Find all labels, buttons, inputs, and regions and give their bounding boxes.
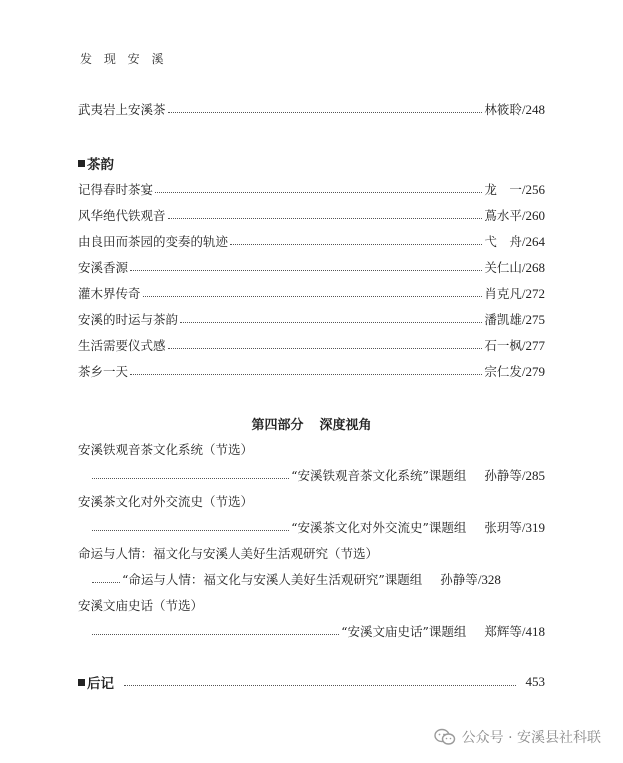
afterword-label: 后记: [87, 676, 114, 692]
entry-author: 肖克凡: [484, 286, 522, 301]
entry-author: 张玥等: [484, 520, 522, 535]
item-detail[interactable]: [92, 570, 545, 588]
research-group: “安溪文庙史话”课题组: [341, 624, 467, 639]
entry-author: 关仁山: [484, 260, 522, 275]
entry-title: 灌木界传奇: [78, 286, 141, 301]
section-heading-label: 茶韵: [87, 157, 114, 173]
entry-page: /272: [521, 286, 545, 301]
leader-dots: [155, 182, 482, 193]
leader-dots: [92, 520, 289, 531]
item-detail[interactable]: [92, 466, 545, 484]
leader-dots: [92, 572, 120, 583]
entry-page: /275: [521, 312, 545, 327]
entry-page: /264: [521, 234, 545, 249]
entry-author: 孙静等: [440, 572, 478, 587]
entry-author: 郑辉等: [484, 624, 522, 639]
entry-title: 安溪的时运与茶韵: [78, 312, 179, 327]
entry-page: /277: [521, 338, 545, 353]
entry-title: 武夷岩上安溪茶: [78, 102, 166, 117]
item-detail[interactable]: [92, 518, 545, 536]
leader-dots: [92, 468, 289, 479]
toc-entry[interactable]: [78, 284, 545, 302]
entry-title: 生活需要仪式感: [78, 338, 166, 353]
entry-author: 潘凯雄: [484, 312, 522, 327]
entry-title: 安溪香源: [78, 260, 129, 275]
entry-page: /248: [521, 102, 545, 117]
entry-title: 记得春时茶宴: [78, 182, 154, 197]
square-bullet-icon: [78, 679, 85, 686]
item-title[interactable]: 安溪文庙史话（节选）: [78, 598, 204, 613]
afterword-heading: [78, 672, 114, 692]
leader-dots: [168, 208, 483, 219]
leader-dots: [168, 338, 483, 349]
square-bullet-icon: [78, 160, 85, 167]
wechat-icon: [434, 728, 456, 746]
leader-dots: [230, 234, 482, 245]
part-heading: [0, 414, 623, 433]
section-heading-tea: [78, 153, 114, 173]
leader-dots: [130, 260, 482, 271]
watermark: [434, 727, 601, 747]
item-title[interactable]: 安溪铁观音茶文化系统（节选）: [78, 442, 254, 457]
entry-page: /319: [521, 520, 545, 535]
entry-author: 宗仁发: [484, 364, 522, 379]
part-name: 深度视角: [319, 418, 372, 433]
entry-page: /256: [521, 182, 545, 197]
entry-title: 由良田而茶园的变奏的轨迹: [78, 234, 229, 249]
item-detail[interactable]: [92, 622, 545, 640]
leader-dots: [180, 312, 482, 323]
leader-dots: [124, 675, 516, 686]
part-label: 第四部分: [251, 418, 304, 433]
entry-author: 蔦水平: [484, 208, 522, 223]
entry-author: 弋 舟: [484, 234, 522, 249]
entry-page: /285: [521, 468, 545, 483]
toc-entry[interactable]: [78, 232, 545, 250]
toc-entry[interactable]: [78, 258, 545, 276]
entry-page: /260: [521, 208, 545, 223]
item-title[interactable]: 安溪茶文化对外交流史（节选）: [78, 494, 254, 509]
toc-entry[interactable]: [78, 206, 545, 224]
entry-author: 龙 一: [484, 182, 522, 197]
research-group: “安溪铁观音茶文化系统”课题组: [291, 468, 467, 483]
entry-page: 453: [525, 673, 545, 689]
leader-dots: [168, 102, 483, 113]
watermark-text: 公众号 · 安溪县社科联: [461, 730, 601, 746]
entry-title: 风华绝代铁观音: [78, 208, 166, 223]
toc-entry[interactable]: [78, 100, 545, 118]
entry-page: /418: [521, 624, 545, 639]
toc-entry-afterword[interactable]: [78, 672, 545, 692]
entry-page: /279: [521, 364, 545, 379]
toc-entry[interactable]: [78, 362, 545, 380]
entry-page: /328: [477, 572, 501, 587]
entry-title: 茶乡一天: [78, 364, 129, 379]
entry-author: 石一枫: [484, 338, 522, 353]
leader-dots: [130, 364, 482, 375]
entry-page: /268: [521, 260, 545, 275]
leader-dots: [143, 286, 483, 297]
running-head: 发 现 安 溪: [80, 52, 168, 66]
entry-author: 孙静等: [484, 468, 522, 483]
entry-author: 林筱聆: [484, 102, 522, 117]
toc-entry[interactable]: [78, 336, 545, 354]
toc-entry[interactable]: [78, 180, 545, 198]
leader-dots: [92, 624, 339, 635]
research-group: “安溪茶文化对外交流史”课题组: [291, 520, 467, 535]
research-group: “命运与人情：福文化与安溪人美好生活观研究”课题组: [122, 572, 423, 587]
toc-entry[interactable]: [78, 310, 545, 328]
item-title[interactable]: 命运与人情：福文化与安溪人美好生活观研究（节选）: [78, 546, 379, 561]
